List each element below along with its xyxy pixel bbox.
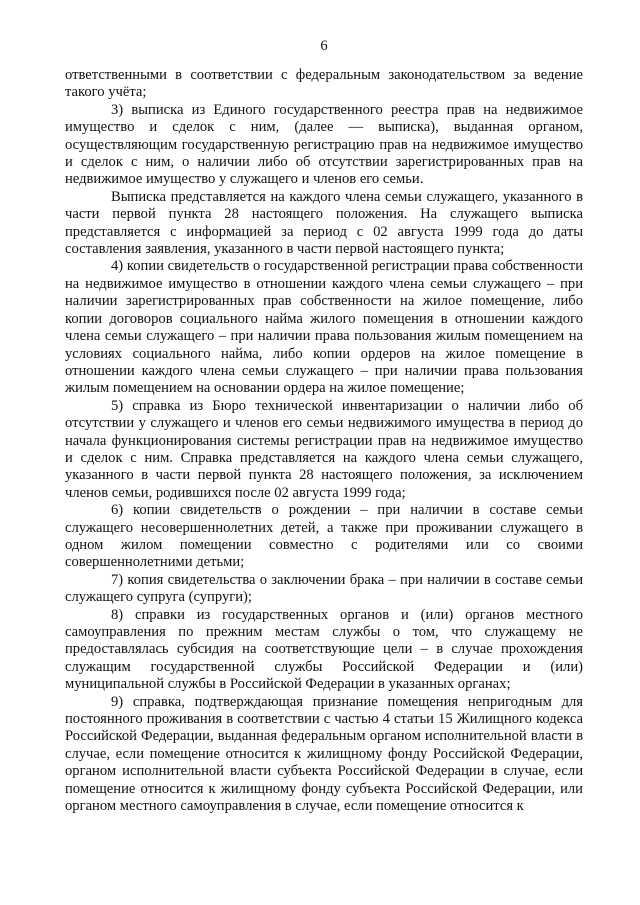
paragraph-item-6: 6) копии свидетельств о рождении – при наличии в составе семьи служащего несовершеннолетних детей, а также при проживании служащего в одном жилом помещении совместно с родителями или со своими совершеннолетними детьми;	[65, 502, 583, 571]
paragraph-item-3: 3) выписка из Единого государственного реестра прав на недвижимое имущество и сделок с ним, (далее — выписка), выданная органом, осуществляющим государственную регистрацию прав на недвижимое имущество и сделок с ним, о наличии либо об отсутствии зарегистрированных прав на недвижимое имущество у служащего и членов его семьи.	[65, 101, 583, 188]
paragraph-item-5: 5) справка из Бюро технической инвентаризации о наличии либо об отсутствии у служащего и членов его семьи недвижимого имущества в период до начала функционирования системы регистрации прав на недвижимое имущество и сделок с ним. Справка представляется на каждого члена семьи служащего, указанного в части первой пункта 28 настоящего положения, за исключением членов семьи, родившихся после 02 августа 1999 года;	[65, 397, 583, 501]
paragraph-extract-note: Выписка представляется на каждого члена семьи служащего, указанного в части первой пункта 28 настоящего положения. На служащего выписка представляется с информацией за период с 02 августа 1999 года до даты составления заявления, указанного в части первой настоящего пункта;	[65, 188, 583, 258]
paragraph-item-8: 8) справки из государственных органов и (или) органов местного самоуправления по прежним местам службы о том, что служащему не предоставлялась субсидия на соответствующие цели – в случае прохождения служащим государственной службы Российской Федерации и (или) муниципальной службы в Российской Федерации в указанных органах;	[65, 606, 583, 693]
document-body	[65, 67, 583, 815]
paragraph-item-4: 4) копии свидетельств о государственной регистрации права собственности на недвижимое имущество в отношении каждого члена семьи служащего – при наличии зарегистрированных прав собственности на жилое помещение, либо копии договоров социального найма жилого помещения в отношении каждого члена семьи служащего – при наличии права пользования жилым помещением на условиях социального найма, либо копии ордеров на жилое помещение в отношении каждого члена семьи служащего – при наличии права пользования жилым помещением на основании ордера на жилое помещение;	[65, 258, 583, 397]
paragraph-item-7: 7) копия свидетельства о заключении брака – при наличии в составе семьи служащего супруга (супруги);	[65, 571, 583, 606]
page-number: 6	[320, 38, 328, 54]
paragraph-continuation: ответственными в соответствии с федеральным законодательством за ведение такого учёта;	[65, 67, 583, 101]
paragraph-item-9: 9) справка, подтверждающая признание помещения непригодным для постоянного проживания в соответствии с частью 4 статьи 15 Жилищного кодекса Российской Федерации, выданная федеральным органом исполнительной власти в случае, если помещение относится к жилищному фонду Российской Федерации, органом исполнительной власти субъекта Российской Федерации в случае, если помещение относится к жилищному фонду субъекта Российской Федерации, или органом местного самоуправления в случае, если помещение относится к	[65, 693, 583, 815]
